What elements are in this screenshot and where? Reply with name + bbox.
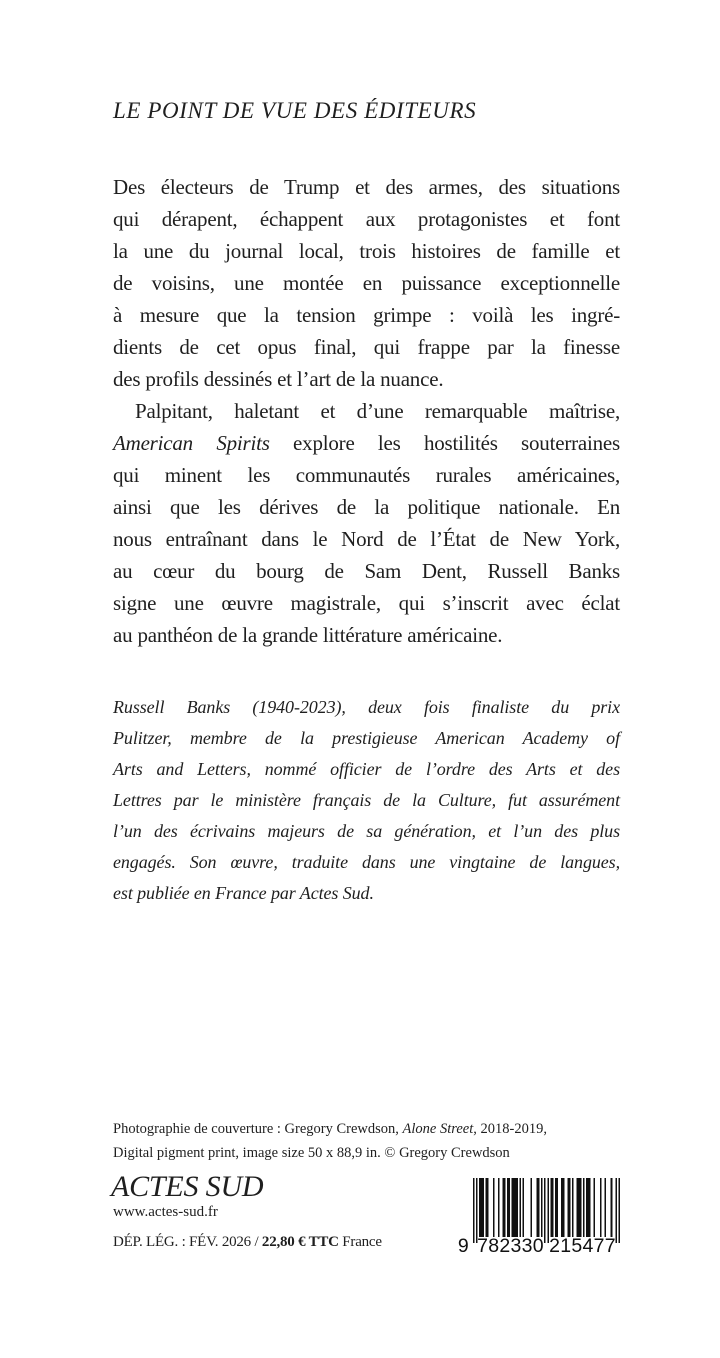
text-line: dients de cet opus final, qui frappe par la finesse bbox=[113, 335, 620, 359]
text-line: engagés. Son œuvre, traduite dans une vingtaine de langues, bbox=[113, 852, 620, 872]
text-run: France bbox=[338, 1234, 382, 1250]
text-line: Arts and Letters, nommé officier de l’ordre des Arts et des bbox=[113, 759, 620, 779]
text-line: signe une œuvre magistrale, qui s’inscrit avec éclat bbox=[113, 591, 620, 615]
text-run: DÉP. LÉG. : FÉV. 2026 / bbox=[113, 1234, 262, 1250]
text-line: qui minent les communautés rurales américaines, bbox=[113, 463, 620, 487]
barcode-bars bbox=[473, 1178, 620, 1243]
text-line: Palpitant, haletant et d’une remarquable maîtrise, bbox=[135, 399, 620, 423]
text-line: Digital pigment print, image size 50 x 88,9 in. © Gregory Crewdson bbox=[113, 1145, 510, 1161]
legal-deposit-price bbox=[113, 1232, 453, 1252]
text-line: qui dérapent, échappent aux protagonistes et font bbox=[113, 207, 620, 231]
text-run: Photographie de couverture : Gregory Crewdson, bbox=[113, 1121, 403, 1137]
text-line: est publiée en France par Actes Sud. bbox=[113, 883, 374, 903]
text-line: Lettres par le ministère français de la Culture, fut assurément bbox=[113, 790, 620, 810]
author-bio-paragraph bbox=[113, 692, 620, 909]
text-line: au panthéon de la grande littérature américaine. bbox=[113, 623, 503, 647]
text-run: American Spirits bbox=[113, 431, 270, 455]
text-line bbox=[113, 1117, 620, 1141]
text-line: ainsi que les dérives de la politique nationale. En bbox=[113, 495, 620, 519]
text-line: des profils dessinés et l’art de la nuance. bbox=[113, 367, 444, 391]
editors-viewpoint-heading: LE POINT DE VUE DES ÉDITEURS bbox=[113, 98, 477, 123]
text-line: Pulitzer, membre de la prestigieuse American Academy of bbox=[113, 728, 620, 748]
synopsis-paragraphs bbox=[113, 171, 620, 651]
text-run: Alone Street bbox=[402, 1121, 474, 1137]
text-line: Russell Banks (1940-2023), deux fois finaliste du prix bbox=[113, 697, 620, 717]
text-run: 22,80 € TTC bbox=[261, 1234, 339, 1250]
publisher-logo: ACTES SUD bbox=[111, 1170, 264, 1203]
publisher-website: www.actes-sud.fr bbox=[113, 1204, 218, 1220]
text-line: au cœur du bourg de Sam Dent, Russell Banks bbox=[113, 559, 620, 583]
barcode-digit-group: 215477 bbox=[549, 1235, 616, 1257]
ean13-barcode bbox=[457, 1178, 620, 1258]
text-line: de voisins, une montée en puissance exceptionnelle bbox=[113, 271, 620, 295]
barcode-digit-group: 782330 bbox=[477, 1235, 544, 1257]
text-line: Des électeurs de Trump et des armes, des situations bbox=[113, 175, 620, 199]
text-line: la une du journal local, trois histoires de famille et bbox=[113, 239, 620, 263]
text-run: , 2018-2019, bbox=[473, 1121, 547, 1137]
text-line: nous entraînant dans le Nord de l’État de New York, bbox=[113, 527, 620, 551]
text-line: à mesure que la tension grimpe : voilà les ingré- bbox=[113, 303, 620, 327]
text-line: l’un des écrivains majeurs de sa génération, et l’un des plus bbox=[113, 821, 620, 841]
cover-photo-credit bbox=[113, 1117, 620, 1165]
text-line bbox=[113, 427, 620, 459]
barcode-digit-group: 9 bbox=[457, 1235, 469, 1257]
text-line bbox=[113, 1232, 453, 1252]
text-run: explore les hostilités souterraines bbox=[269, 431, 620, 455]
